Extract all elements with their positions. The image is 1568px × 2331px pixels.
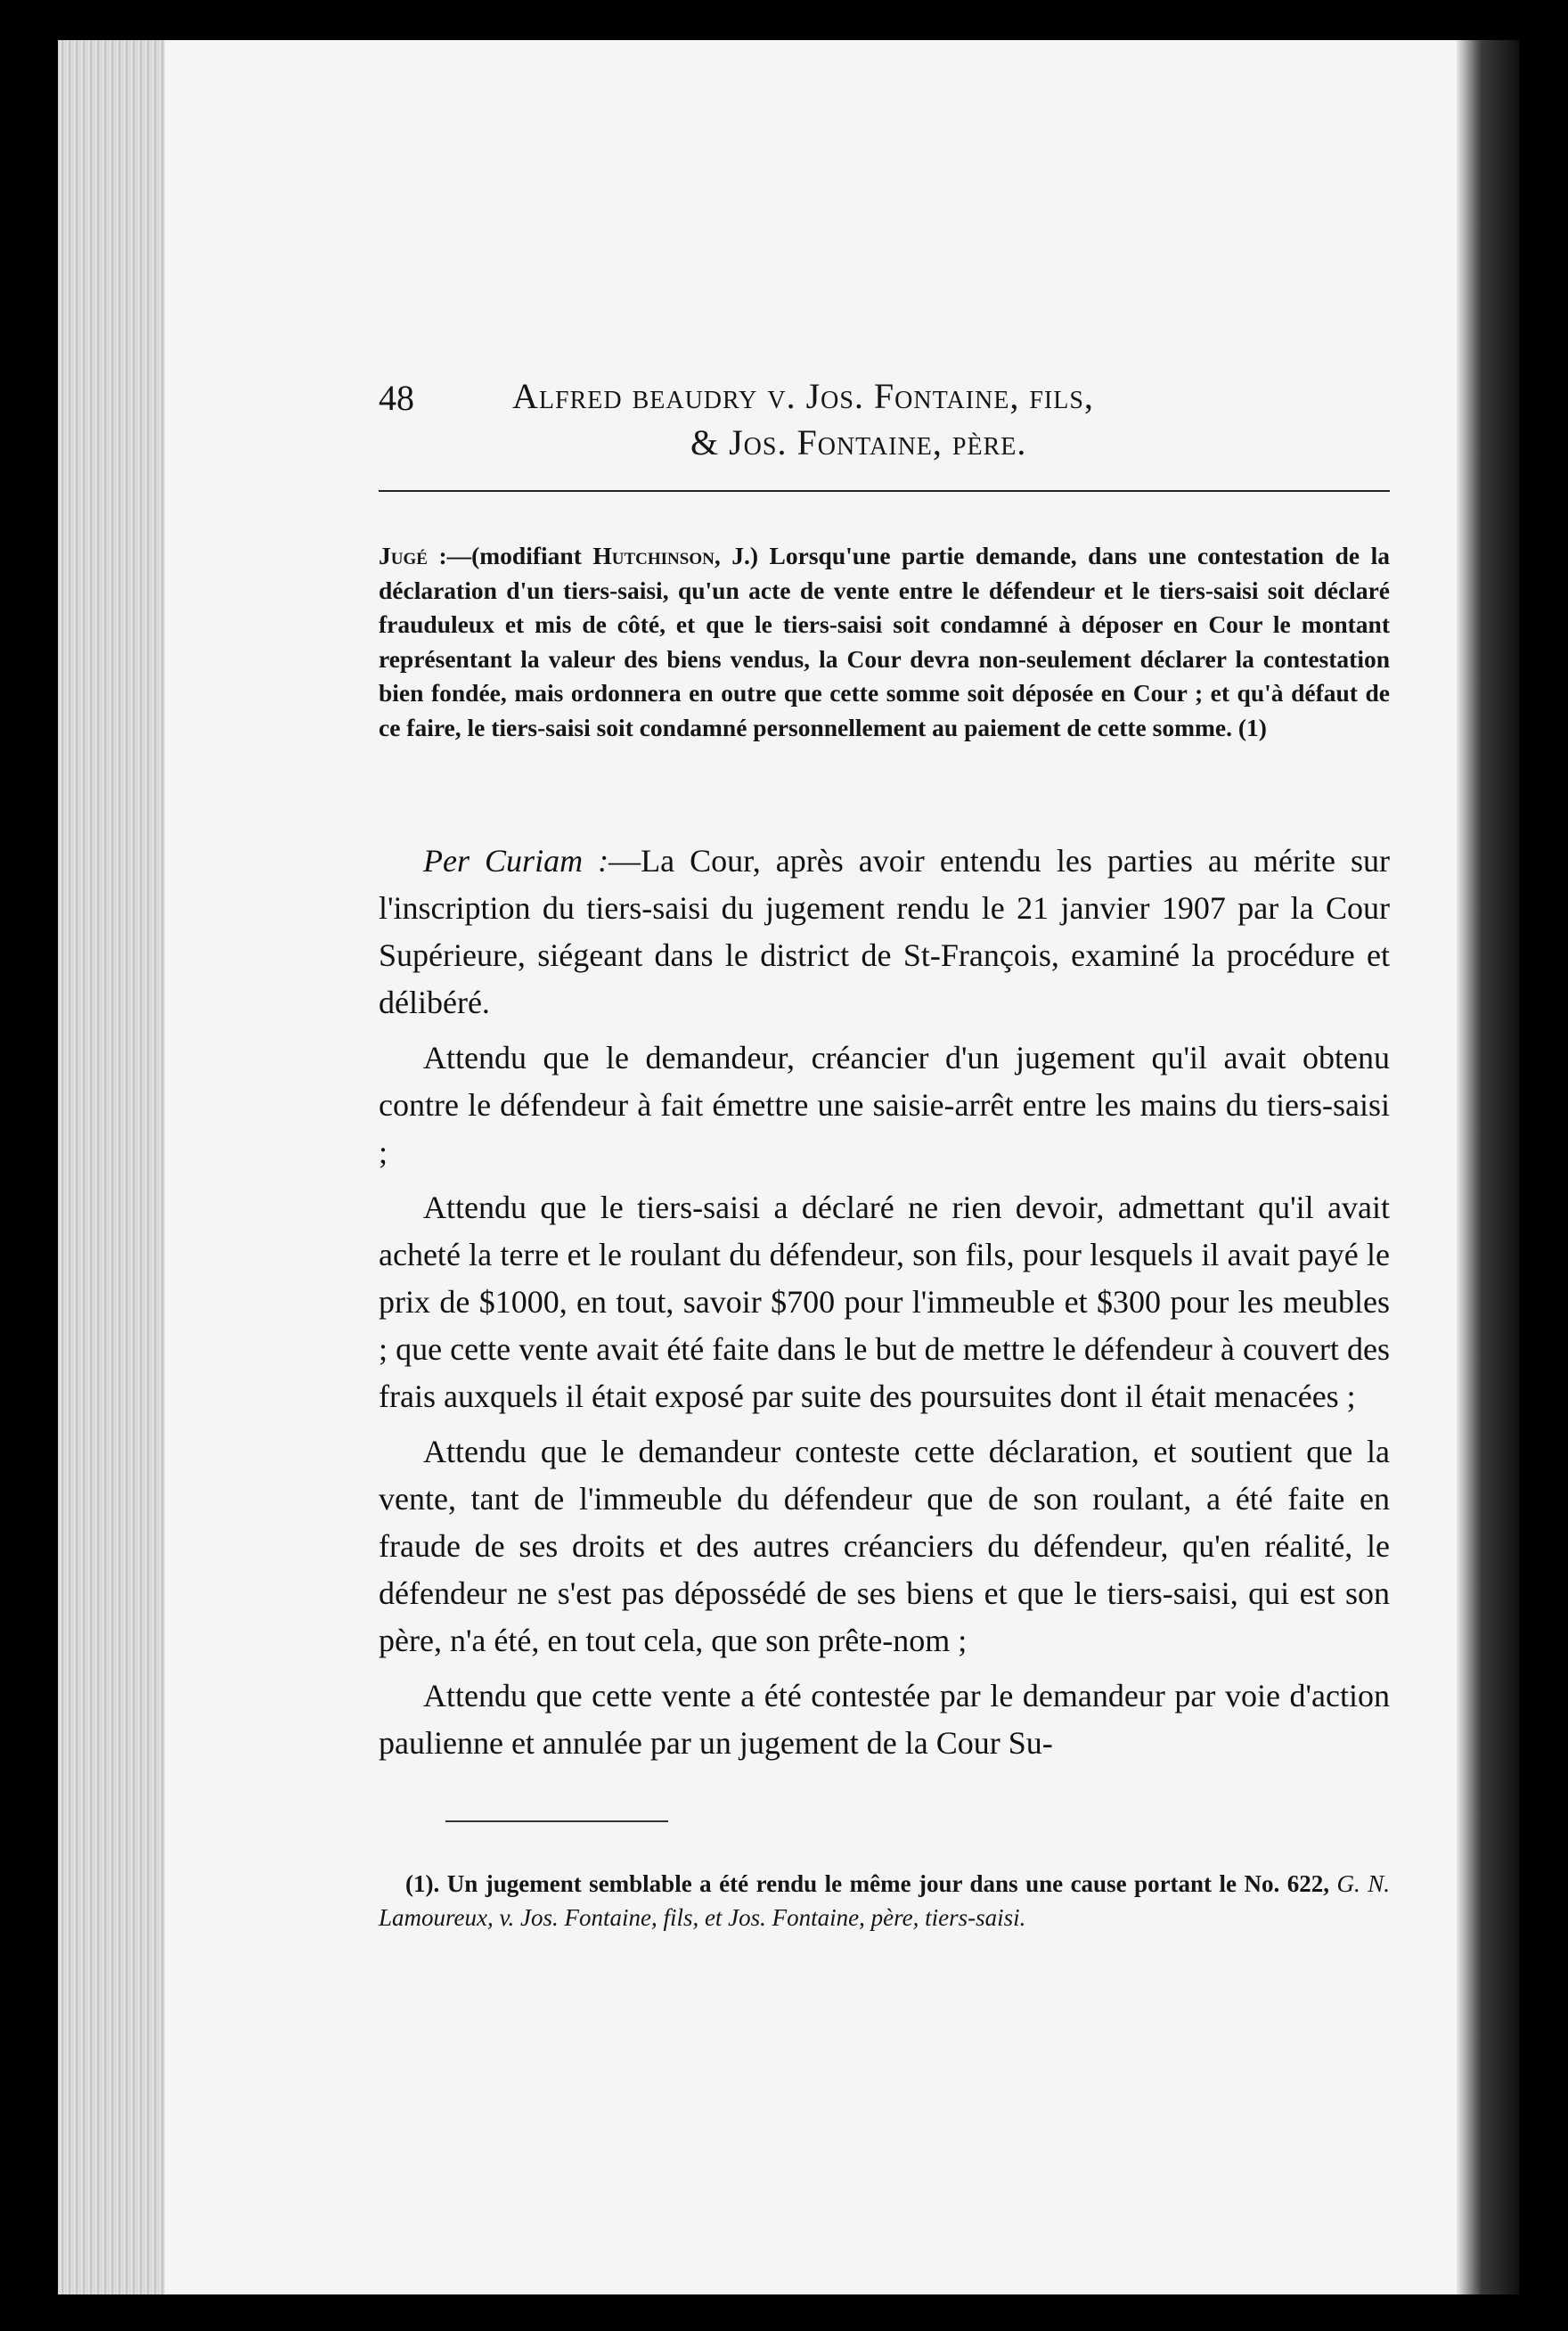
running-header (379, 332, 1394, 466)
footnote-rule (445, 1820, 668, 1822)
paragraph-attendu-3: Attendu que le demandeur conteste cette déclaration, et soutient que la vente, tant de l'immeuble du défendeur que de son roulant, a été faite en fraude de ses droits et des autres créanciers du défendeur, qu'en réalité, le défendeur ne s'est pas dépossédé de ses biens et que le tiers-saisi, qui est son père, n'a été, en tout cela, que son prête-nom ; (379, 1434, 1390, 1658)
page-number: 48 (379, 378, 414, 418)
judgment-body (379, 838, 1390, 1775)
page-edges-stack (58, 40, 165, 2294)
header-rule (379, 490, 1390, 492)
paragraph-1-text: —La Cour, après avoir entendu les parties au mérite sur l'inscription du tiers-saisi du jugement rendu le 21 janvier 1907 par la Cour Supérieure, siégeant dans le district de St-François, examiné la procédure et délibéré. (379, 843, 1390, 1020)
case-title-line1: Alfred beaudry v. Jos. Fontaine, fils, (512, 376, 1094, 416)
juge-label: Jugé (379, 542, 428, 569)
paragraph-attendu-4: Attendu que cette vente a été contestée par le demandeur par voie d'action paulienne et annulée par un jugement de la Cour Su- (379, 1678, 1390, 1761)
binding-shadow (1457, 40, 1519, 2294)
paragraph-per-curiam (379, 838, 1390, 1026)
case-title-line2: & Jos. Fontaine, père. (690, 422, 1027, 462)
paragraph-attendu-2: Attendu que le tiers-saisi a déclaré ne rien devoir, admettant qu'il avait acheté la terre et le roulant du défendeur, son fils, pour lesquels il avait payé le prix de $1000, en tout, savoir $700 pour l'immeuble et $300 pour les meubles ; que cette vente avait été faite dans le but de mettre le défendeur à couvert des frais auxquels il était exposé par suite des poursuites dont il était menacées ; (379, 1190, 1390, 1414)
footnote-citation: G. N. Lamoureux, v. Jos. Fontaine, fils, et Jos. Fontaine, père, tiers-saisi. (379, 1870, 1390, 1931)
per-curiam-label: Per Curiam : (423, 843, 609, 879)
footnote-text: (1). Un jugement semblable a été rendu le même jour dans une cause portant le No. 622, (405, 1870, 1337, 1897)
summary-text-2: ) Lorsqu'une partie demande, dans une contestation de la déclaration d'un tiers-saisi, qu'un acte de vente entre le défendeur et le tiers-saisi soit déclaré frauduleux et mis de côté, et que le tiers-saisi soit condamné à déposer en Cour le montant représentant la valeur des biens vendus, la Cour devra non-seulement déclarer la contestation bien fondée, mais ordonnera en outre que cette somme soit déposée en Cour ; et qu'à défaut de ce faire, le tiers-saisi soit condamné personnellement au paiement de cette somme. (1) (379, 542, 1390, 741)
summary-text-1: :—(modifiant (427, 542, 593, 569)
footnote (379, 1867, 1390, 1934)
paragraph-attendu-1: Attendu que le demandeur, créancier d'un jugement qu'il avait obtenu contre le défendeur à fait émettre une saisie-arrêt entre les mains du tiers-saisi ; (379, 1040, 1390, 1170)
headnote-summary (379, 539, 1390, 746)
page-content (379, 40, 1394, 2294)
judge-name: Hutchinson, J. (592, 542, 750, 569)
book-page (58, 40, 1519, 2294)
